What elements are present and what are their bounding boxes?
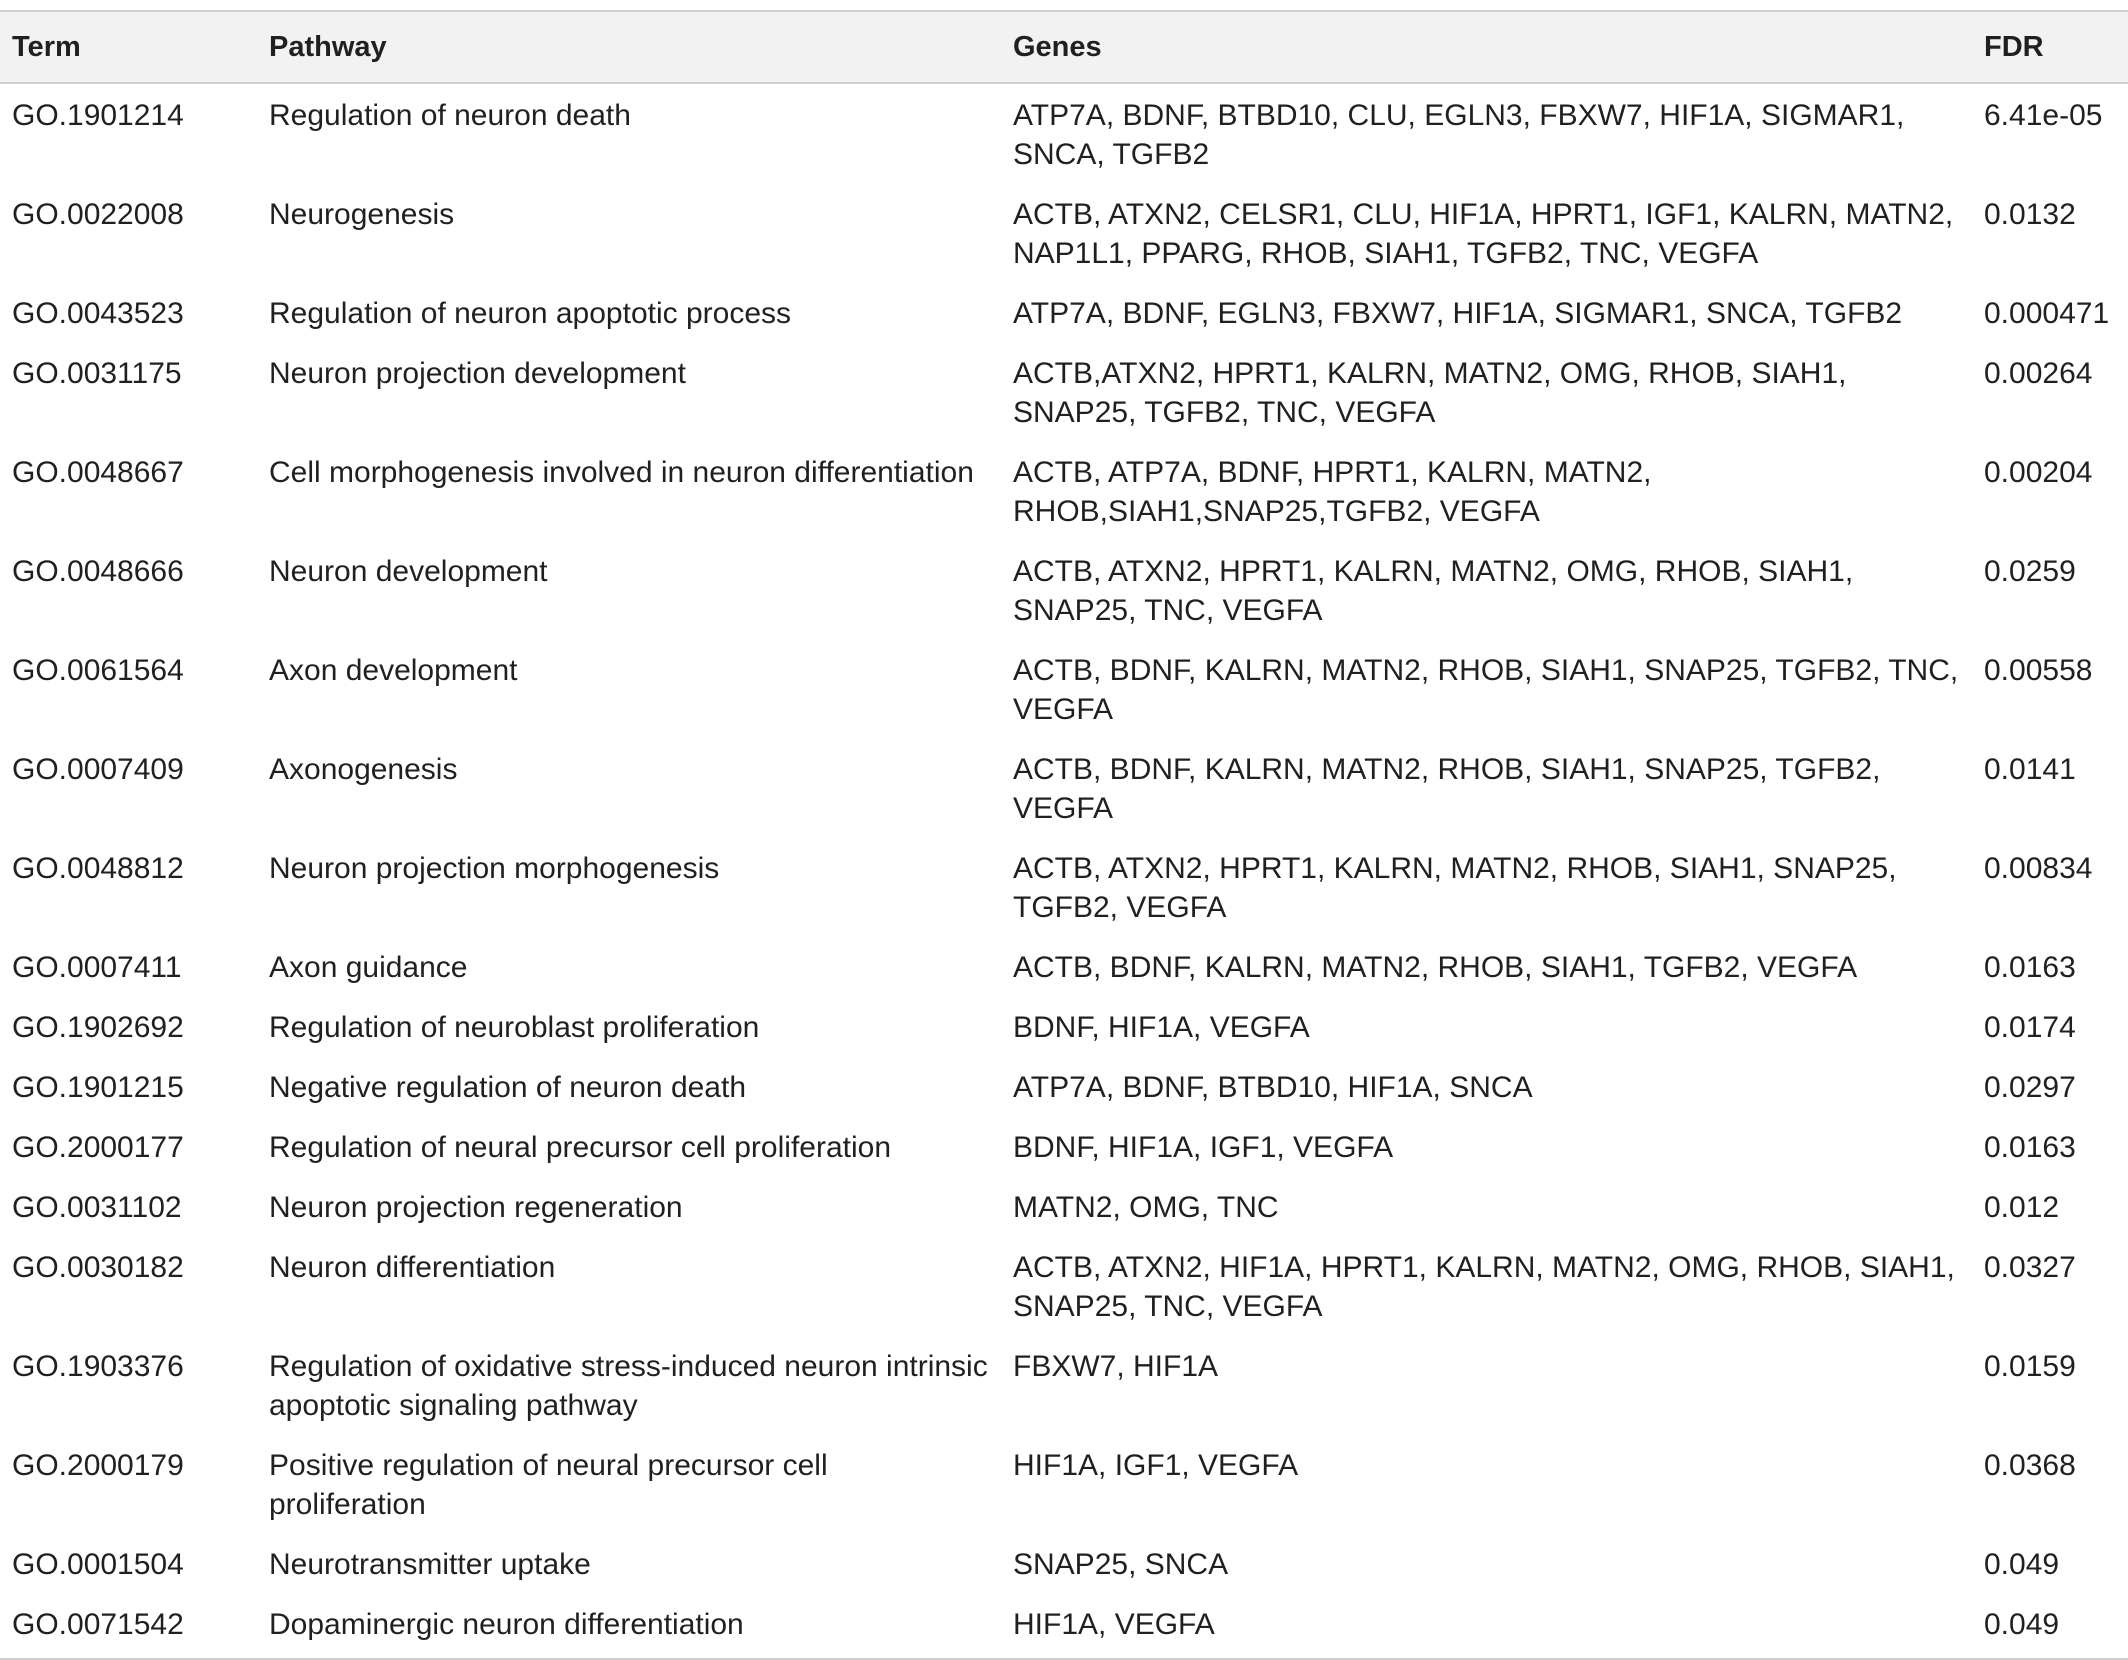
table-row (0, 1116, 2128, 1176)
table-row (0, 837, 2128, 936)
cell-term: GO.0031175 (12, 357, 182, 390)
go-enrichment-table (0, 10, 2128, 1658)
cell-pathway: Neuron projection regeneration (269, 1191, 683, 1224)
cell-fdr: 0.0174 (1984, 1011, 2076, 1044)
table-row (0, 1236, 2128, 1335)
cell-fdr: 0.012 (1984, 1191, 2060, 1224)
header-term: Term (12, 30, 81, 63)
cell-genes: ATP7A, BDNF, BTBD10, CLU, EGLN3, FBXW7, HIF1A, SIGMAR1, SNCA, TGFB2 (1013, 99, 1905, 171)
cell-term: GO.2000177 (12, 1131, 184, 1164)
cell-genes: HIF1A, VEGFA (1013, 1608, 1215, 1641)
cell-genes: ACTB, ATXN2, HIF1A, HPRT1, KALRN, MATN2, OMG, RHOB, SIAH1, SNAP25, TNC, VEGFA (1013, 1251, 1955, 1323)
cell-fdr: 0.0141 (1984, 753, 2076, 786)
table-row (0, 1533, 2128, 1593)
cell-fdr: 0.0368 (1984, 1449, 2076, 1482)
cell-pathway: Regulation of neuron apoptotic process (269, 297, 792, 330)
table-row (0, 936, 2128, 996)
cell-genes: ACTB,ATXN2, HPRT1, KALRN, MATN2, OMG, RHOB, SIAH1, SNAP25, TGFB2, TNC, VEGFA (1013, 357, 1847, 429)
table-row (0, 1434, 2128, 1533)
cell-fdr: 0.049 (1984, 1608, 2060, 1641)
cell-pathway: Dopaminergic neuron differentiation (269, 1608, 744, 1641)
table-row (0, 996, 2128, 1056)
cell-genes: ATP7A, BDNF, BTBD10, HIF1A, SNCA (1013, 1071, 1533, 1104)
cell-pathway: Regulation of neuroblast proliferation (269, 1011, 760, 1044)
cell-genes: SNAP25, SNCA (1013, 1548, 1229, 1581)
cell-fdr: 0.00264 (1984, 357, 2093, 390)
cell-term: GO.0022008 (12, 198, 184, 231)
table-header (0, 11, 2128, 83)
cell-fdr: 0.00204 (1984, 456, 2093, 489)
cell-pathway: Neurotransmitter uptake (269, 1548, 591, 1581)
cell-term: GO.0048812 (12, 852, 184, 885)
cell-pathway: Neuron differentiation (269, 1251, 556, 1284)
cell-genes: ACTB, ATXN2, HPRT1, KALRN, MATN2, OMG, RHOB, SIAH1, SNAP25, TNC, VEGFA (1013, 555, 1854, 627)
header-fdr: FDR (1984, 30, 2044, 63)
cell-genes: MATN2, OMG, TNC (1013, 1191, 1279, 1224)
header-genes: Genes (1013, 30, 1102, 63)
table-row (0, 342, 2128, 441)
cell-fdr: 0.0159 (1984, 1350, 2076, 1383)
cell-pathway: Axon guidance (269, 951, 468, 984)
cell-genes: ATP7A, BDNF, EGLN3, FBXW7, HIF1A, SIGMAR1, SNCA, TGFB2 (1013, 297, 1903, 330)
cell-pathway: Regulation of neuron death (269, 99, 631, 132)
cell-pathway: Positive regulation of neural precursor cell proliferation (269, 1449, 828, 1521)
cell-fdr: 0.0163 (1984, 1131, 2076, 1164)
table-body (0, 83, 2128, 1658)
table-row (0, 441, 2128, 540)
cell-pathway: Neuron development (269, 555, 548, 588)
cell-pathway: Cell morphogenesis involved in neuron differentiation (269, 456, 974, 489)
cell-pathway: Neuron projection morphogenesis (269, 852, 720, 885)
cell-term: GO.2000179 (12, 1449, 184, 1482)
cell-pathway: Neurogenesis (269, 198, 455, 231)
cell-pathway: Neuron projection development (269, 357, 686, 390)
table-row (0, 183, 2128, 282)
cell-term: GO.0061564 (12, 654, 184, 687)
cell-fdr: 0.0327 (1984, 1251, 2076, 1284)
cell-term: GO.0071542 (12, 1608, 184, 1641)
cell-term: GO.0031102 (12, 1191, 182, 1224)
cell-fdr: 0.049 (1984, 1548, 2060, 1581)
cell-term: GO.0048667 (12, 456, 184, 489)
cell-term: GO.0048666 (12, 555, 184, 588)
cell-pathway: Axon development (269, 654, 518, 687)
cell-pathway: Axonogenesis (269, 753, 458, 786)
cell-fdr: 0.0132 (1984, 198, 2076, 231)
cell-term: GO.0007409 (12, 753, 184, 786)
table-row (0, 738, 2128, 837)
cell-genes: FBXW7, HIF1A (1013, 1350, 1219, 1383)
cell-fdr: 6.41e-05 (1984, 99, 2103, 132)
cell-genes: ACTB, BDNF, KALRN, MATN2, RHOB, SIAH1, TGFB2, VEGFA (1013, 951, 1858, 984)
cell-fdr: 0.000471 (1984, 297, 2110, 330)
table-row (0, 639, 2128, 738)
cell-genes: ACTB, ATXN2, HPRT1, KALRN, MATN2, RHOB, SIAH1, SNAP25, TGFB2, VEGFA (1013, 852, 1897, 924)
cell-genes: BDNF, HIF1A, VEGFA (1013, 1011, 1310, 1044)
table-row (0, 1593, 2128, 1658)
cell-fdr: 0.0163 (1984, 951, 2076, 984)
cell-term: GO.1902692 (12, 1011, 184, 1044)
table-row (0, 282, 2128, 342)
cell-genes: HIF1A, IGF1, VEGFA (1013, 1449, 1299, 1482)
table-row (0, 1176, 2128, 1236)
cell-fdr: 0.00834 (1984, 852, 2093, 885)
cell-term: GO.1903376 (12, 1350, 184, 1383)
cell-term: GO.1901214 (12, 99, 184, 132)
cell-genes: BDNF, HIF1A, IGF1, VEGFA (1013, 1131, 1394, 1164)
go-enrichment-table-container (0, 10, 2128, 1660)
header-pathway: Pathway (269, 30, 387, 63)
cell-term: GO.0043523 (12, 297, 184, 330)
cell-pathway: Regulation of neural precursor cell proliferation (269, 1131, 892, 1164)
cell-term: GO.0007411 (12, 951, 182, 984)
cell-genes: ACTB, BDNF, KALRN, MATN2, RHOB, SIAH1, SNAP25, TGFB2, VEGFA (1013, 753, 1881, 825)
cell-term: GO.0001504 (12, 1548, 184, 1581)
header-row (0, 11, 2128, 83)
cell-pathway: Negative regulation of neuron death (269, 1071, 747, 1104)
cell-fdr: 0.00558 (1984, 654, 2093, 687)
table-row (0, 83, 2128, 183)
table-row (0, 1335, 2128, 1434)
table-row (0, 540, 2128, 639)
cell-term: GO.0030182 (12, 1251, 184, 1284)
cell-genes: ACTB, ATP7A, BDNF, HPRT1, KALRN, MATN2, RHOB,SIAH1,SNAP25,TGFB2, VEGFA (1013, 456, 1652, 528)
cell-term: GO.1901215 (12, 1071, 184, 1104)
cell-fdr: 0.0297 (1984, 1071, 2076, 1104)
table-row (0, 1056, 2128, 1116)
cell-genes: ACTB, BDNF, KALRN, MATN2, RHOB, SIAH1, SNAP25, TGFB2, TNC, VEGFA (1013, 654, 1959, 726)
cell-fdr: 0.0259 (1984, 555, 2076, 588)
cell-pathway: Regulation of oxidative stress-induced neuron intrinsic apoptotic signaling pathway (269, 1350, 988, 1422)
cell-genes: ACTB, ATXN2, CELSR1, CLU, HIF1A, HPRT1, IGF1, KALRN, MATN2, NAP1L1, PPARG, RHOB, SIAH1, TGFB2, TNC, VEGFA (1013, 198, 1954, 270)
